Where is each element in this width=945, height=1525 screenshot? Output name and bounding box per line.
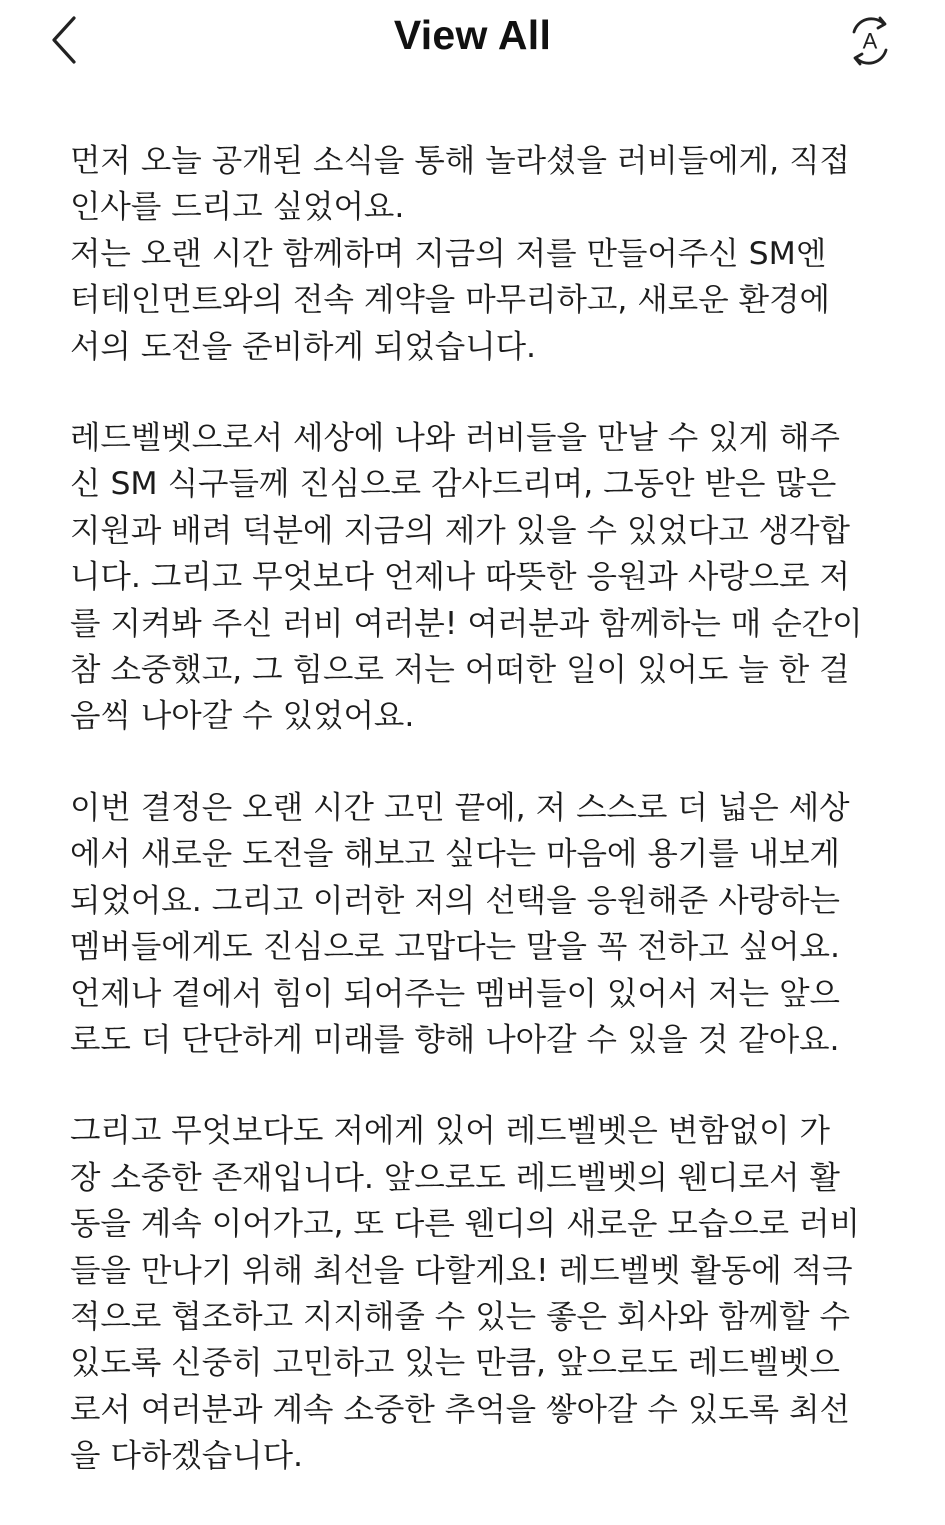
text-line: 이번 결정은 오랜 시간 고민 끝에, 저 스스로 더 넓은 세상 (70, 789, 850, 826)
text-line: 참 소중했고, 그 힘으로 저는 어떠한 일이 있어도 늘 한 걸 (70, 652, 850, 689)
text-line: 있도록 신중히 고민하고 있는 만큼, 앞으로도 레드벨벳으 (70, 1345, 840, 1382)
auto-translate-icon (840, 10, 900, 70)
text-line: 적으로 협조하고 지지해줄 수 있는 좋은 회사와 함께할 수 (70, 1298, 850, 1335)
text-line: 니다. 그리고 무엇보다 언제나 따뜻한 응원과 사랑으로 저 (70, 559, 850, 596)
text-line: 언제나 곁에서 힘이 되어주는 멤버들이 있어서 저는 앞으 (70, 975, 840, 1012)
post-body (70, 138, 890, 1525)
text-line: 를 지켜봐 주신 러비 여러분! 여러분과 함께하는 매 순간이 (70, 605, 863, 642)
text-line: 로서 여러분과 계속 소중한 추억을 쌓아갈 수 있도록 최선 (70, 1391, 850, 1428)
text-line: 에서 새로운 도전을 해보고 싶다는 마음에 용기를 내보게 (70, 836, 840, 873)
text-line: 신 SM 식구들께 진심으로 감사드리며, 그동안 받은 많은 (70, 466, 837, 503)
paragraph (70, 1108, 890, 1479)
text-line: 장 소중한 존재입니다. 앞으로도 레드벨벳의 웬디로서 활 (70, 1159, 840, 1196)
text-line: 음씩 나아갈 수 있었어요. (70, 698, 415, 735)
text-line: 로도 더 단단하게 미래를 향해 나아갈 수 있을 것 같아요. (70, 1021, 840, 1058)
text-line: 서의 도전을 준비하게 되었습니다. (70, 328, 537, 365)
translate-glyph: A (862, 28, 878, 54)
page-title: View All (393, 12, 552, 58)
auto-translate-button[interactable] (840, 10, 900, 70)
text-line: 되었어요. 그리고 이러한 저의 선택을 응원해준 사랑하는 (70, 882, 840, 919)
text-line: 먼저 오늘 공개된 소식을 통해 놀라셨을 러비들에게, 직접 (70, 143, 850, 179)
text-line: 멤버들에게도 진심으로 고맙다는 말을 꼭 전하고 싶어요. (70, 929, 840, 966)
text-line: 들을 만나기 위해 최선을 다할게요! 레드벨벳 활동에 적극 (70, 1252, 853, 1289)
text-line: 동을 계속 이어가고, 또 다른 웬디의 새로운 모습으로 러비 (70, 1206, 860, 1243)
paragraph (70, 785, 890, 1063)
paragraph (70, 138, 890, 370)
text-line: 을 다하겠습니다. (70, 1438, 304, 1475)
text-line: 그리고 무엇보다도 저에게 있어 레드벨벳은 변함없이 가 (70, 1113, 830, 1150)
text-line: 레드벨벳으로서 세상에 나와 러비들을 만날 수 있게 해주 (70, 420, 840, 457)
top-bar (0, 0, 945, 84)
text-line: 저는 오랜 시간 함께하며 지금의 저를 만들어주신 SM엔 (70, 235, 827, 272)
paragraph (70, 415, 890, 740)
text-line: 터테인먼트와의 전속 계약을 마무리하고, 새로운 환경에 (70, 282, 830, 319)
text-line: 인사를 드리고 싶었어요. (70, 189, 405, 226)
text-line: 지원과 배려 덕분에 지금의 제가 있을 수 있었다고 생각합 (70, 512, 850, 549)
